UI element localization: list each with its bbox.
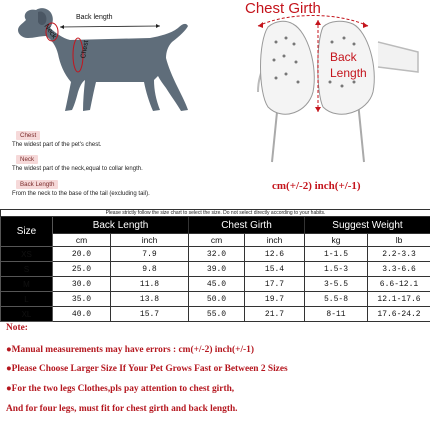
table-cell: 3.3-6.6	[368, 262, 430, 277]
table-row	[1, 307, 430, 322]
tolerance-units: cm(+/-2) inch(+/-1)	[272, 180, 361, 192]
table-cell: 12.1-17.6	[368, 292, 430, 307]
unit-header: lb	[368, 234, 430, 247]
size-cell: M	[1, 277, 53, 292]
note-item: ●For the two legs Clothes,pls pay attention to chest girth,	[6, 384, 235, 394]
size-chart-table	[0, 209, 430, 322]
table-cell: 15.7	[111, 307, 189, 322]
unit-header: kg	[305, 234, 368, 247]
harness-diagram	[228, 12, 430, 172]
legend-term-neck: Neck	[16, 155, 38, 164]
back-length-label: Back length	[76, 14, 113, 21]
table-cell: 13.8	[111, 292, 189, 307]
table-cell: 9.8	[111, 262, 189, 277]
back-label-line1: Back	[330, 50, 357, 64]
table-cell: 15.4	[245, 262, 305, 277]
size-header: Size	[1, 217, 53, 247]
table-cell: 20.0	[53, 247, 111, 262]
table-cell: 12.6	[245, 247, 305, 262]
table-cell: 19.7	[245, 292, 305, 307]
table-cell: 32.0	[189, 247, 245, 262]
legend-term-back-length: Back Length	[16, 180, 58, 189]
table-cell: 8-11	[305, 307, 368, 322]
back-label-line2: Length	[330, 66, 367, 80]
unit-header: inch	[111, 234, 189, 247]
chest-label: Chest	[80, 39, 91, 60]
legend-desc-chest: The widest part of the pet's chest.	[12, 142, 102, 148]
table-row	[1, 247, 430, 262]
table-row	[1, 262, 430, 277]
legend-term-chest: Chest	[16, 131, 40, 140]
chest-girth-title: Chest Girth	[245, 0, 321, 17]
table-cell: 17.7	[245, 277, 305, 292]
table-cell: 17.6-24.2	[368, 307, 430, 322]
table-cell: 55.0	[189, 307, 245, 322]
table-row	[1, 277, 430, 292]
unit-header: cm	[53, 234, 111, 247]
table-cell: 2.2-3.3	[368, 247, 430, 262]
table-row	[1, 292, 430, 307]
harness-left-pad	[261, 21, 315, 114]
table-notice: Please strictly follow the size chart to select the size. Do not select directly according to your habits.	[1, 210, 430, 217]
note-item: ●Manual measurements may have errors : cm(+/-2) inch(+/-1)	[6, 345, 254, 355]
size-cell: XL	[1, 307, 53, 322]
size-cell: XS	[1, 247, 53, 262]
table-cell: 25.0	[53, 262, 111, 277]
table-cell: 50.0	[189, 292, 245, 307]
table-cell: 21.7	[245, 307, 305, 322]
table-cell: 45.0	[189, 277, 245, 292]
table-cell: 5.5-8	[305, 292, 368, 307]
neck-label: Neck	[42, 22, 58, 41]
table-cell: 3-5.5	[305, 277, 368, 292]
unit-header: cm	[189, 234, 245, 247]
table-cell: 1.5-3	[305, 262, 368, 277]
note-item: And for four legs, must fit for chest girth and back length.	[6, 404, 238, 414]
size-cell: S	[1, 262, 53, 277]
table-cell: 35.0	[53, 292, 111, 307]
legend-desc-back-length: From the neck to the base of the tail (excluding tail).	[12, 191, 150, 197]
table-cell: 6.6-12.1	[368, 277, 430, 292]
header-chest-girth: Chest Girth	[189, 217, 305, 234]
header-suggest-weight: Suggest Weight	[305, 217, 430, 234]
table-cell: 1-1.5	[305, 247, 368, 262]
table-cell: 30.0	[53, 277, 111, 292]
table-cell: 7.9	[111, 247, 189, 262]
notes-title: Note:	[6, 323, 28, 333]
size-cell: L	[1, 292, 53, 307]
unit-header: inch	[245, 234, 305, 247]
table-cell: 11.8	[111, 277, 189, 292]
legend-desc-neck: The widest part of the neck,equal to collar length.	[12, 166, 143, 172]
note-item: ●Please Choose Larger Size If Your Pet Grows Fast or Between 2 Sizes	[6, 364, 288, 374]
table-cell: 40.0	[53, 307, 111, 322]
table-cell: 39.0	[189, 262, 245, 277]
header-back-length: Back Length	[53, 217, 189, 234]
